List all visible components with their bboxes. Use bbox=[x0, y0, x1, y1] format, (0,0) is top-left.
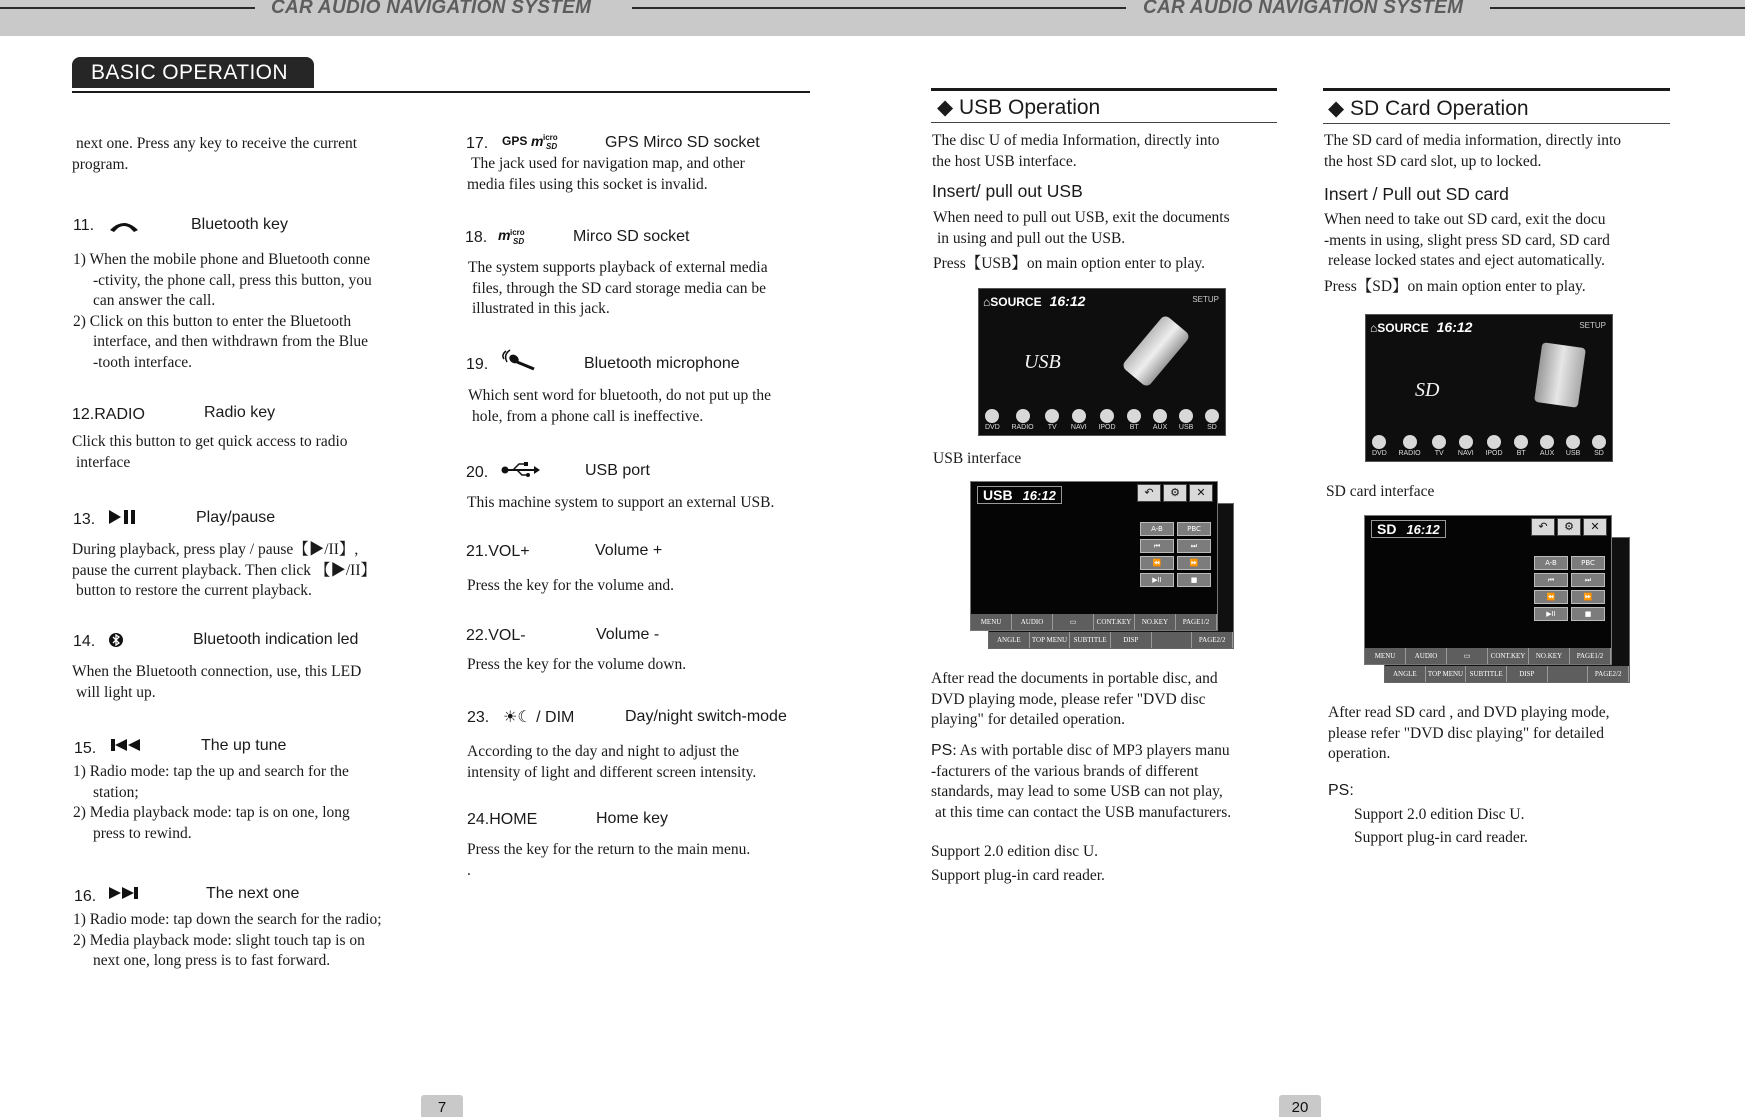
item-21-title: Volume + bbox=[595, 542, 663, 559]
sd-player-screen bbox=[1364, 515, 1632, 685]
gear-icon[interactable]: ⚙ bbox=[1163, 484, 1187, 502]
usb-stick-image bbox=[1121, 314, 1191, 388]
item-21-body: Press the key for the volume and. bbox=[467, 577, 675, 594]
sd-section-underline bbox=[1323, 123, 1670, 124]
rewind-button[interactable]: ⏪ bbox=[1140, 556, 1174, 570]
screen-source-label: ⌂SOURCE 16:12 bbox=[1370, 319, 1473, 335]
header-rule bbox=[1490, 7, 1745, 9]
forward-button[interactable]: ⏩ bbox=[1571, 590, 1605, 604]
bluetooth-icon bbox=[109, 632, 123, 648]
sd-ps-label: PS: bbox=[1328, 782, 1354, 799]
header-rule bbox=[632, 7, 1126, 9]
sd-after-text: After read SD card , and DVD playing mode, please refer "DVD disc playing" for detailed operation. bbox=[1328, 704, 1610, 762]
screen-icon-row: DVD RADIO TV NAVI IPOD BT AUX USB SD bbox=[1372, 435, 1606, 457]
usb-ps-text: PS: As with portable disc of MP3 players manu -facturers of the various brands of different standards, may lead to some USB can not play, at this time can contact the USB manufacturers. bbox=[931, 742, 1232, 821]
microphone-icon bbox=[500, 349, 536, 371]
player-control-grid bbox=[1534, 556, 1605, 621]
sd-source-screen bbox=[1365, 314, 1613, 462]
item-16-title: The next one bbox=[206, 885, 300, 902]
usb-icon bbox=[501, 462, 541, 478]
stop-button[interactable]: ■ bbox=[1571, 607, 1605, 621]
section-tab: BASIC OPERATION bbox=[72, 57, 314, 88]
player-source-label: SD 16:12 bbox=[1371, 520, 1446, 538]
player-bar-page1: MENU AUDIO ▭ CONT.KEY NO.KEY PAGE1/2 bbox=[971, 614, 1217, 630]
item-12-title: Radio key bbox=[204, 404, 276, 421]
screen-usb-label: USB bbox=[1024, 351, 1061, 373]
close-icon[interactable]: ✕ bbox=[1583, 518, 1607, 536]
item-16-number: 16. bbox=[74, 888, 97, 905]
item-23-body: According to the day and night to adjust the intensity of light and different screen intensity. bbox=[467, 743, 757, 781]
stop-button[interactable]: ■ bbox=[1177, 573, 1211, 587]
usb-source-screen bbox=[978, 288, 1226, 436]
item-19-title: Bluetooth microphone bbox=[584, 355, 740, 372]
section-rule bbox=[72, 91, 810, 93]
player-bar-page1: MENU AUDIO ▭ CONT.KEY NO.KEY PAGE1/2 bbox=[1365, 648, 1611, 664]
usb-support-text: Support 2.0 edition disc U. Support plug-in card reader. bbox=[931, 843, 1105, 884]
item-20-number: 20. bbox=[466, 464, 489, 481]
ab-button[interactable]: A-B bbox=[1140, 522, 1174, 536]
usb-player-screen bbox=[970, 481, 1236, 651]
item-17-number: 17. bbox=[466, 135, 489, 152]
item-18-number: 18. bbox=[465, 229, 488, 246]
header-title-left: CAR AUDIO NAVIGATION SYSTEM bbox=[271, 0, 592, 18]
item-24-title: Home key bbox=[596, 810, 669, 827]
item-19-body: Which sent word for bluetooth, do not put up the hole, from a phone call is ineffective. bbox=[468, 387, 772, 425]
previous-track-icon bbox=[110, 738, 142, 752]
gps-micro-sd-icon bbox=[502, 131, 570, 151]
micro-sd-icon bbox=[498, 226, 538, 246]
player-window-controls bbox=[1137, 484, 1213, 502]
sd-card-image bbox=[1534, 342, 1586, 408]
back-icon[interactable]: ↶ bbox=[1137, 484, 1161, 502]
usb-subtitle: Insert/ pull out USB bbox=[932, 181, 1083, 201]
page-number-right: 20 bbox=[1279, 1095, 1321, 1117]
item-23-number: 23. bbox=[467, 709, 490, 726]
svg-text:m: m bbox=[531, 133, 544, 149]
item-11-number: 11. bbox=[73, 217, 95, 234]
item-24-number: 24.HOME bbox=[467, 811, 538, 828]
sd-section-title: ◆ SD Card Operation bbox=[1328, 97, 1529, 120]
sd-subtitle: Insert / Pull out SD card bbox=[1324, 184, 1509, 204]
item-19-number: 19. bbox=[466, 356, 489, 373]
svg-text:GPS: GPS bbox=[502, 134, 528, 148]
svg-text:m: m bbox=[498, 227, 511, 243]
item-13-title: Play/pause bbox=[196, 509, 276, 526]
item-12-body: Click this button to get quick access to radio interface bbox=[72, 433, 348, 471]
svg-text:icro: icro bbox=[543, 133, 558, 142]
sd-support-text: Support 2.0 edition Disc U. Support plug-in card reader. bbox=[1354, 806, 1528, 846]
screen-sd-label: SD bbox=[1415, 379, 1440, 401]
player-window-controls bbox=[1531, 518, 1607, 536]
usb-caption: USB interface bbox=[933, 450, 1022, 467]
next-button[interactable]: ⏭ bbox=[1177, 539, 1211, 553]
player-page1 bbox=[1364, 515, 1612, 665]
item-16-body: 1) Radio mode: tap down the search for the radio; 2) Media playback mode: slight touch tap is on next one, long press is to fast forward. bbox=[73, 911, 382, 969]
pbc-button[interactable]: PBC bbox=[1571, 556, 1605, 570]
player-source-label: USB 16:12 bbox=[977, 486, 1062, 504]
screen-setup-label: SETUP bbox=[1579, 321, 1606, 330]
sd-section-rule bbox=[1323, 88, 1670, 91]
item-23-title: Day/night switch-mode bbox=[625, 708, 787, 725]
player-bar-page2: ANGLE TOP MENU SUBTITLE DISP PAGE2/2 bbox=[989, 632, 1233, 648]
sd-instructions: When need to take out SD card, exit the docu -ments in using, slight press SD card, SD card release locked states and eject automatically. Press【SD】on main option enter to play. bbox=[1324, 211, 1610, 295]
prev-button[interactable]: ⏮ bbox=[1140, 539, 1174, 553]
back-icon[interactable]: ↶ bbox=[1531, 518, 1555, 536]
gear-icon[interactable]: ⚙ bbox=[1557, 518, 1581, 536]
item-11-title: Bluetooth key bbox=[191, 216, 288, 233]
pbc-button[interactable]: PBC bbox=[1177, 522, 1211, 536]
item-11-body: 1) When the mobile phone and Bluetooth conne -ctivity, the phone call, press this button, you can answer the call. 2) Click on this button to enter the Bluetooth interface, and then withdrawn from the Blue -tooth interface. bbox=[73, 251, 372, 371]
usb-instructions: When need to pull out USB, exit the documents in using and pull out the USB. Press【USB】on main option enter to play. bbox=[933, 209, 1230, 272]
svg-text:SD: SD bbox=[546, 142, 558, 151]
page-number-left: 7 bbox=[421, 1095, 463, 1117]
usb-after-text: After read the documents in portable disc, and DVD playing mode, please refer "DVD disc playing" for detailed operation. bbox=[931, 670, 1218, 728]
header-band bbox=[0, 0, 1745, 36]
play-pause-button[interactable]: ▶II bbox=[1534, 607, 1568, 621]
item-17-body: The jack used for navigation map, and other media files using this socket is invalid. bbox=[467, 155, 745, 193]
usb-section-title: ◆ USB Operation bbox=[937, 96, 1101, 119]
col1-intro: next one. Press any key to receive the current program. bbox=[72, 135, 358, 173]
play-pause-icon bbox=[108, 509, 138, 525]
item-14-body: When the Bluetooth connection, use, this LED will light up. bbox=[72, 663, 362, 701]
day-night-icon: ☀☾ / DIM bbox=[503, 709, 575, 726]
player-bar-page2: ANGLE TOP MENU SUBTITLE DISP PAGE2/2 bbox=[1385, 666, 1629, 682]
close-icon[interactable]: ✕ bbox=[1189, 484, 1213, 502]
item-14-number: 14. bbox=[73, 633, 96, 650]
item-24-body: Press the key for the return to the main menu. . bbox=[467, 841, 751, 879]
prev-button[interactable]: ⏮ bbox=[1534, 573, 1568, 587]
item-13-body: During playback, press play / pause【▶/II】, pause the current playback. Then click 【▶/II】 button to restore the current playback. bbox=[72, 541, 377, 599]
svg-text:SD: SD bbox=[513, 237, 525, 246]
rewind-button[interactable]: ⏪ bbox=[1534, 590, 1568, 604]
usb-section-underline bbox=[931, 122, 1277, 123]
item-20-title: USB port bbox=[585, 462, 650, 479]
item-22-number: 22.VOL- bbox=[466, 627, 526, 644]
screen-setup-label: SETUP bbox=[1192, 295, 1219, 304]
item-17-title: GPS Mirco SD socket bbox=[605, 134, 760, 151]
item-15-title: The up tune bbox=[201, 737, 287, 754]
svg-text:icro: icro bbox=[510, 228, 525, 237]
header-title-right: CAR AUDIO NAVIGATION SYSTEM bbox=[1143, 0, 1464, 18]
item-14-title: Bluetooth indication led bbox=[193, 631, 359, 648]
forward-button[interactable]: ⏩ bbox=[1177, 556, 1211, 570]
usb-intro: The disc U of media Information, directly into the host USB interface. bbox=[932, 132, 1220, 170]
item-20-body: This machine system to support an external USB. bbox=[467, 494, 775, 511]
phone-icon bbox=[108, 220, 140, 234]
item-13-number: 13. bbox=[73, 511, 96, 528]
sd-caption: SD card interface bbox=[1326, 483, 1435, 500]
player-page1 bbox=[970, 481, 1218, 631]
item-15-number: 15. bbox=[74, 740, 97, 757]
next-button[interactable]: ⏭ bbox=[1571, 573, 1605, 587]
sd-intro: The SD card of media information, directly into the host SD card slot, up to locked. bbox=[1324, 132, 1621, 170]
item-12-number: 12.RADIO bbox=[72, 406, 145, 423]
item-22-body: Press the key for the volume down. bbox=[467, 656, 687, 673]
item-18-body: The system supports playback of external media files, through the SD card storage media can be illustrated in this jack. bbox=[468, 259, 768, 317]
play-pause-button[interactable]: ▶II bbox=[1140, 573, 1174, 587]
item-21-number: 21.VOL+ bbox=[466, 543, 530, 560]
screen-icon-row: DVD RADIO TV NAVI IPOD BT AUX USB SD bbox=[985, 409, 1219, 431]
item-18-title: Mirco SD socket bbox=[573, 228, 690, 245]
header-rule bbox=[0, 7, 255, 9]
item-15-body: 1) Radio mode: tap the up and search for the station; 2) Media playback mode: tap is on one, long press to rewind. bbox=[73, 763, 350, 842]
next-track-icon bbox=[108, 886, 140, 900]
player-control-grid bbox=[1140, 522, 1211, 587]
screen-source-label: ⌂SOURCE 16:12 bbox=[983, 293, 1086, 309]
usb-section-rule bbox=[931, 88, 1277, 91]
item-22-title: Volume - bbox=[596, 626, 660, 643]
ab-button[interactable]: A-B bbox=[1534, 556, 1568, 570]
